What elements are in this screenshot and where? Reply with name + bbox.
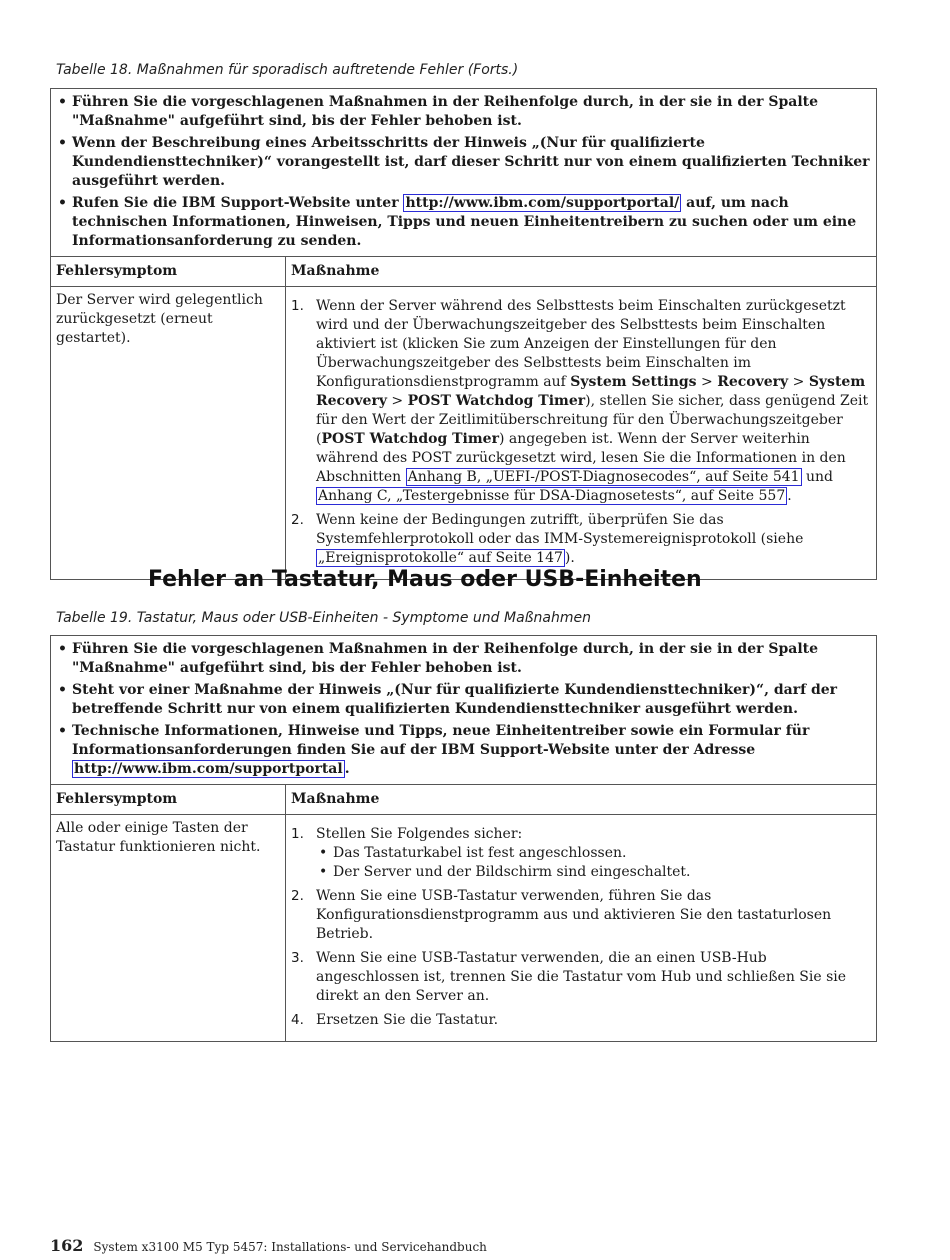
column-header-action: Maßnahme: [286, 257, 877, 287]
note-item: • Führen Sie die vorgeschlagenen Maßnahmen in der Reihenfolge durch, in der sie in der Spalte "Maßnahme" aufgeführt sind, bis der Fehler behoben ist.: [56, 93, 871, 131]
table-18-caption: Tabelle 18. Maßnahmen für sporadisch auftretende Fehler (Forts.): [56, 62, 519, 78]
appendix-c-link[interactable]: Anhang C, „Testergebnisse für DSA-Diagnosetests“, auf Seite 557: [318, 488, 786, 504]
note-item: • Technische Informationen, Hinweise und Tipps, neue Einheitentreiber sowie ein Formular für Informationsanforderungen finden Sie auf der IBM Support-Website unter der Adresse http://www.ibm.com/supportportal .: [56, 722, 871, 779]
event-logs-link[interactable]: „Ereignisprotokolle“ auf Seite 147: [318, 550, 563, 566]
table-18-notes: [51, 89, 877, 257]
appendix-b-link[interactable]: Anhang B, „UEFI-/POST-Diagnosecodes“, auf Seite 541: [407, 469, 800, 485]
table-row: [51, 815, 877, 1042]
sub-item: • Der Server und der Bildschirm sind eingeschaltet.: [316, 863, 871, 882]
table-19-caption: Tabelle 19. Tastatur, Maus oder USB-Einheiten - Symptome und Maßnahmen: [56, 610, 591, 626]
page-number: 162: [50, 1236, 84, 1255]
symptom-cell: Alle oder einige Tasten der Tastatur funktionieren nicht.: [51, 815, 286, 1042]
column-header-symptom: Fehlersymptom: [51, 257, 286, 287]
note-item: • Führen Sie die vorgeschlagenen Maßnahmen in der Reihenfolge durch, in der sie in der Spalte "Maßnahme" aufgeführt sind, bis der Fehler behoben ist.: [56, 640, 871, 678]
action-cell: [286, 815, 877, 1042]
action-step: 2. Wenn keine der Bedingungen zutrifft, überprüfen Sie das Systemfehlerprotokoll oder das IMM-Systemereignisprotokoll (siehe „Ereignisprotokolle“ auf Seite 147 ).: [291, 512, 804, 566]
action-step: 1. Wenn der Server während des Selbsttests beim Einschalten zurückgesetzt wird und der Überwachungszeitgeber des Selbsttests beim Einschalten aktiviert ist (klicken Sie zum Anzeigen der Einstellungen für den Überwachungszeitgeber des Selbsttests beim Einschalten im Konfigurationsdienstprogramm auf System Settings > Recovery > System Recovery > POST Watchdog Timer), stellen Sie sicher, dass genügend Zeit für den Wert der Zeitlimitüberschreitung für den Überwachungszeitgeber (POST Watchdog Timer) angegeben ist. Wenn der Server weiterhin während des POST zurückgesetzt wird, lesen Sie die Informationen in den Abschnitten Anhang B, „UEFI-/POST-Diagnosecodes“, auf Seite 541 und Anhang C, „Testergebnisse für DSA-Diagnosetests“, auf Seite 557 .: [291, 298, 869, 504]
column-header-action: Maßnahme: [286, 785, 877, 815]
page-footer: [50, 1236, 487, 1255]
section-heading: Fehler an Tastatur, Maus oder USB-Einheiten: [148, 567, 702, 592]
action-cell: [286, 287, 877, 580]
note-item: • Wenn der Beschreibung eines Arbeitsschritts der Hinweis „(Nur für qualifizierte Kundendiensttechniker)“ vorangestellt ist, darf dieser Schritt nur von einem qualifizierten Techniker ausgeführt werden.: [56, 134, 871, 191]
table-19: [50, 635, 877, 1042]
action-step: 2. Wenn Sie eine USB-Tastatur verwenden, führen Sie das Konfigurationsdienstprogramm aus und aktivieren Sie den tastaturlosen Betrieb.: [291, 888, 832, 942]
action-step: 3. Wenn Sie eine USB-Tastatur verwenden, die an einen USB-Hub angeschlossen ist, trennen Sie die Tastatur vom Hub und schließen Sie sie direkt an den Server an.: [291, 950, 847, 1004]
support-portal-link[interactable]: http://www.ibm.com/supportportal: [74, 761, 343, 777]
footer-text: System x3100 M5 Typ 5457: Installations- und Servicehandbuch: [93, 1240, 487, 1254]
action-step: 1. Stellen Sie Folgendes sicher: • Das Tastaturkabel ist fest angeschlossen. • Der Server und der Bildschirm sind eingeschaltet.: [291, 825, 871, 882]
table-18: [50, 88, 877, 580]
column-header-symptom: Fehlersymptom: [51, 785, 286, 815]
sub-item: • Das Tastaturkabel ist fest angeschlossen.: [316, 844, 871, 863]
table-19-notes: [51, 636, 877, 785]
table-row: [51, 287, 877, 580]
symptom-cell: Der Server wird gelegentlich zurückgesetzt (erneut gestartet).: [51, 287, 286, 580]
support-portal-link[interactable]: http://www.ibm.com/supportportal/: [405, 195, 680, 211]
action-step: 4. Ersetzen Sie die Tastatur.: [291, 1012, 499, 1028]
note-item: • Steht vor einer Maßnahme der Hinweis „(Nur für qualifizierte Kundendiensttechniker)“, darf der betreffende Schritt nur von einem qualifizierten Kundendiensttechniker ausgeführt werden.: [56, 681, 871, 719]
note-item: • Rufen Sie die IBM Support-Website unter http://www.ibm.com/supportportal/ auf, um nach technischen Informationen, Hinweisen, Tipps und neuen Einheitentreibern zu suchen oder um eine Informationsanforderung zu senden.: [56, 194, 871, 251]
